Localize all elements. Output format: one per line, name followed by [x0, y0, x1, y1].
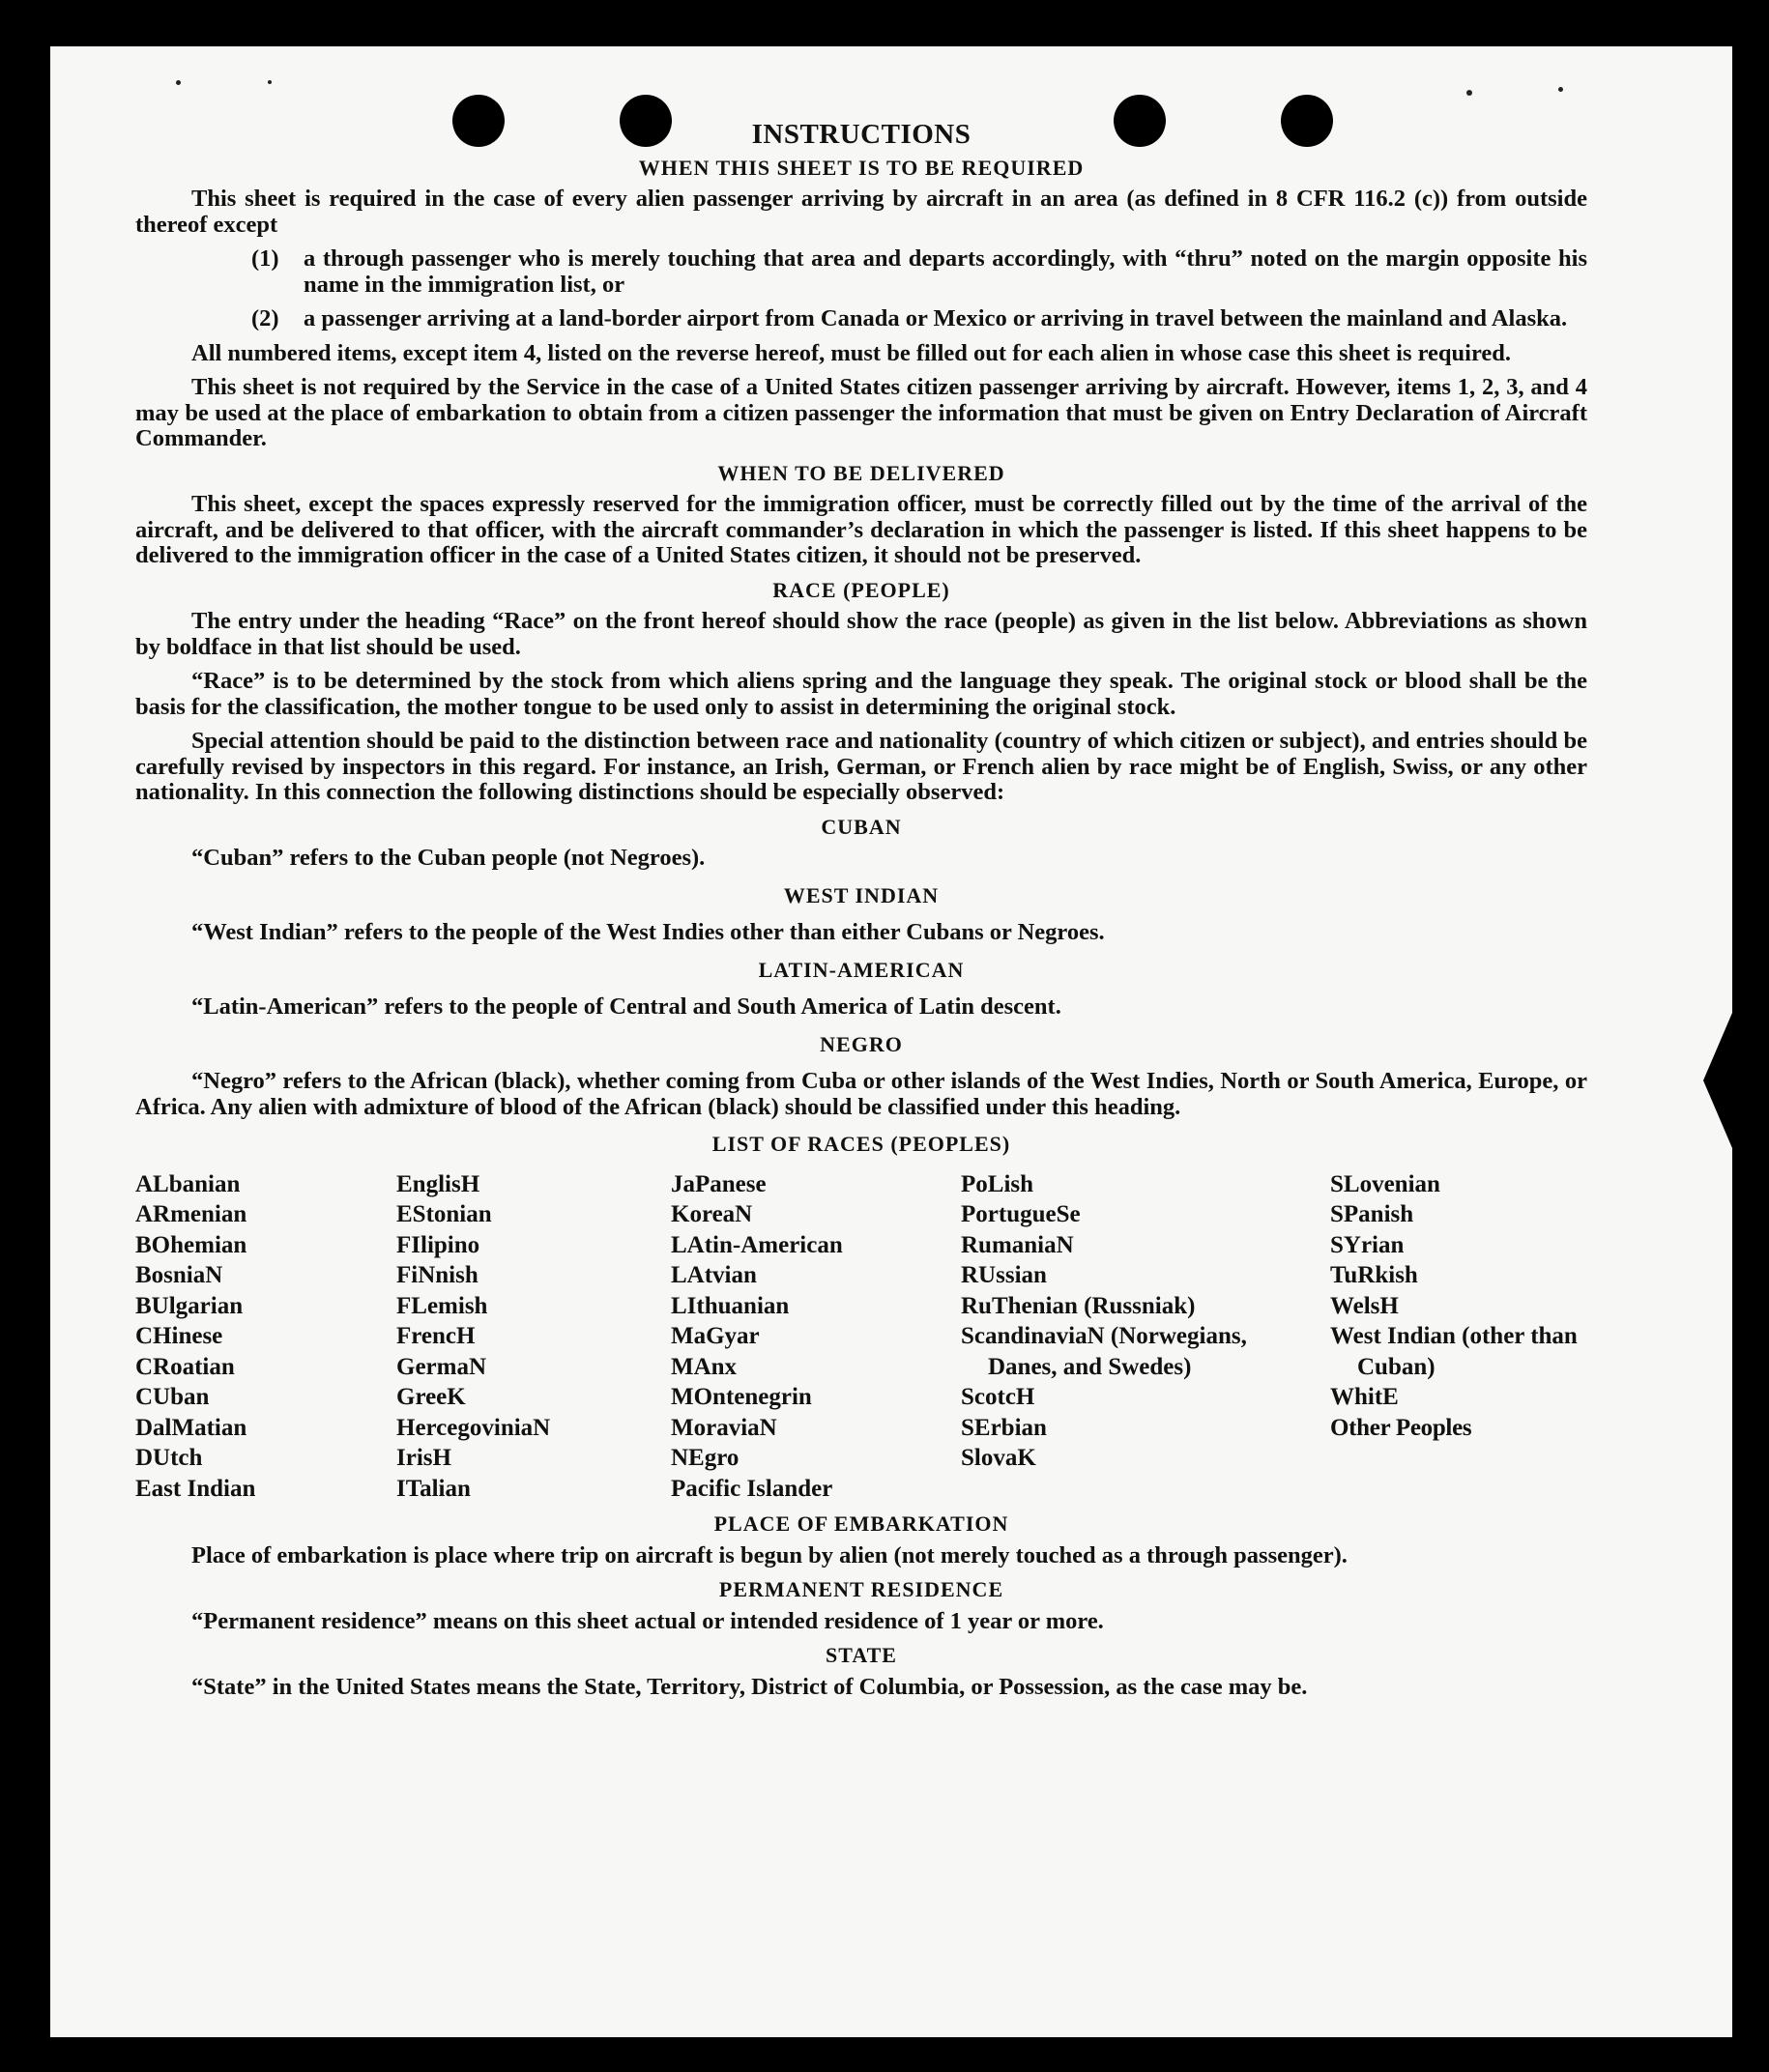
race-list-item: MOntenegrin [671, 1384, 812, 1410]
race-list-item: DUtch [135, 1445, 203, 1471]
race-list-item: PortugueSe [961, 1201, 1081, 1227]
speck [176, 80, 181, 85]
race-column [396, 1169, 661, 1505]
race-list-item: SErbian [961, 1414, 1047, 1441]
section-heading-embarkation: PLACE OF EMBARKATION [713, 1511, 1009, 1536]
race-list-item: LIthuanian [671, 1292, 790, 1319]
race-list-item: RUssian [961, 1262, 1047, 1288]
race-list-item: PoLish [961, 1170, 1034, 1197]
section-heading-latin-american: LATIN-AMERICAN [758, 957, 965, 982]
speck [268, 80, 272, 84]
race-list-item: ScandinaviaN (Norwegians, Danes, and Swedes) [961, 1323, 1247, 1380]
race-list-item: SPanish [1330, 1201, 1414, 1227]
race-column [135, 1169, 387, 1505]
race-para-1: The entry under the heading “Race” on the front hereof should show the race (people) as given in the list below. Abbreviations as shown by boldface in that list should be used. [135, 608, 1587, 660]
torn-edge-notch [1703, 1013, 1732, 1148]
race-list-item: LAtvian [671, 1262, 757, 1288]
race-list-item: RuThenian (Russniak) [961, 1292, 1196, 1319]
race-list-item: EnglisH [396, 1170, 480, 1197]
west-indian-text: “West Indian” refers to the people of the West Indies other than either Cubans or Negroes. [191, 919, 1105, 945]
race-list-item: CRoatian [135, 1353, 235, 1380]
residence-text: “Permanent residence” means on this sheet actual or intended residence of 1 year or more. [191, 1607, 1104, 1634]
race-list-item: FLemish [396, 1292, 488, 1319]
speck [1558, 87, 1563, 92]
race-list-item: ALbanian [135, 1170, 241, 1197]
race-column [671, 1169, 951, 1505]
section-heading-west-indian: WEST INDIAN [783, 882, 940, 907]
section-heading-negro: NEGRO [820, 1031, 903, 1056]
race-list-item: SlovaK [961, 1445, 1036, 1471]
race-list-item: JaPanese [671, 1170, 767, 1197]
race-list-item: GreeK [396, 1384, 466, 1410]
race-list-item: ITalian [396, 1475, 471, 1502]
race-list-item: WhitE [1330, 1384, 1399, 1410]
required-para-2: All numbered items, except item 4, listed on the reverse hereof, must be filled out for each alien in whose case this sheet is required. [191, 339, 1512, 366]
race-list-item: DalMatian [135, 1414, 247, 1441]
race-list-item: HercegoviniaN [396, 1414, 551, 1441]
race-list-item: SYrian [1330, 1231, 1405, 1258]
negro-text: “Negro” refers to the African (black), whether coming from Cuba or other islands of the West Indies, North or South America, Europe, or Africa. Any alien with admixture of blood of the African (black) should be classified under this heading. [135, 1068, 1587, 1120]
exception-text: a through passenger who is merely touching that area and departs accordingly, with “thru” noted on the margin opposite his name in the immigration list, or [304, 245, 1587, 298]
race-list-item: ARmenian [135, 1201, 247, 1227]
embarkation-text: Place of embarkation is place where trip on aircraft is begun by alien (not merely touched as a through passenger). [191, 1541, 1348, 1568]
section-heading-required: WHEN THIS SHEET IS TO BE REQUIRED [638, 155, 1085, 180]
race-list-item: FrencH [396, 1323, 476, 1349]
race-list-item: East Indian [135, 1475, 256, 1502]
exception-item [135, 246, 1587, 298]
race-list-item: ScotcH [961, 1384, 1035, 1410]
race-list-item: MoraviaN [671, 1414, 777, 1441]
section-heading-delivered: WHEN TO BE DELIVERED [717, 460, 1005, 485]
race-list-item: FiNnish [396, 1262, 478, 1288]
exception-number: (2) [251, 305, 279, 331]
race-list-item: BosniaN [135, 1262, 223, 1288]
section-heading-cuban: CUBAN [821, 814, 902, 839]
race-para-3: Special attention should be paid to the distinction between race and nationality (country of which citizen or subject), and entries should be carefully revised by inspectors in this regard. For instance, an Irish, German, or French alien by race might be of English, Swiss, or any other nationality. In this connection the following distinctions should be especially observed: [135, 728, 1587, 805]
exception-item [135, 306, 1587, 332]
cuban-text: “Cuban” refers to the Cuban people (not Negroes). [191, 845, 706, 871]
race-list-item: IrisH [396, 1445, 451, 1471]
race-list-item: CHinese [135, 1323, 223, 1349]
section-heading-race: RACE (PEOPLE) [772, 577, 950, 602]
race-list-item: MaGyar [671, 1323, 760, 1349]
race-list-item: MAnx [671, 1353, 738, 1380]
race-list-item: WelsH [1330, 1292, 1399, 1319]
race-list-item: EStonian [396, 1201, 492, 1227]
race-list-item: BUlgarian [135, 1292, 244, 1319]
race-column [1330, 1169, 1583, 1505]
state-text: “State” in the United States means the State, Territory, District of Columbia, or Possession, as the case may be. [191, 1673, 1308, 1700]
document-sheet [50, 46, 1732, 2037]
exception-text: a passenger arriving at a land-border airport from Canada or Mexico or arriving in travel between the mainland and Alaska. [304, 305, 1568, 331]
race-list-item: FIlipino [396, 1231, 480, 1258]
page-title: INSTRUCTIONS [751, 119, 972, 150]
race-list-item: Other Peoples [1330, 1414, 1472, 1441]
section-heading-list: LIST OF RACES (PEOPLES) [711, 1132, 1011, 1156]
delivered-text: This sheet, except the spaces expressly reserved for the immigration officer, must be correctly filled out by the time of the arrival of the aircraft, and be delivered to that officer, with the aircraft commander’s declaration in which the passenger is listed. If this sheet happens to be delivered to the immigration officer in the case of a United States citizen, it should not be preserved. [135, 491, 1587, 568]
latin-american-text: “Latin-American” refers to the people of Central and South America of Latin descent. [191, 993, 1061, 1020]
race-list [135, 1169, 1587, 1505]
required-para-3: This sheet is not required by the Service in the case of a United States citizen passenger arriving by aircraft. However, items 1, 2, 3, and 4 may be used at the place of embarkation to obtain from a citizen passenger the information that must be given on Entry Declaration of Aircraft Commander. [135, 374, 1587, 451]
race-list-item: BOhemian [135, 1231, 247, 1258]
race-column [961, 1169, 1320, 1505]
race-list-item: GermaN [396, 1353, 487, 1380]
race-list-item: LAtin-American [671, 1231, 843, 1258]
section-heading-state: STATE [826, 1643, 897, 1667]
race-list-item: KoreaN [671, 1201, 753, 1227]
race-list-item: SLovenian [1330, 1170, 1440, 1197]
exception-number: (1) [251, 245, 279, 272]
race-list-item: NEgro [671, 1445, 740, 1471]
race-list-item: TuRkish [1330, 1262, 1418, 1288]
section-heading-residence: PERMANENT RESIDENCE [718, 1577, 1004, 1601]
instructions-content [135, 119, 1587, 1709]
race-list-item: CUban [135, 1384, 210, 1410]
required-intro: This sheet is required in the case of every alien passenger arriving by aircraft in an area (as defined in 8 CFR 116.2 (c)) from outside thereof except [135, 186, 1587, 238]
race-para-2: “Race” is to be determined by the stock from which aliens spring and the language they speak. The original stock or blood shall be the basis for the classification, the mother tongue to be used only to assist in determining the original stock. [135, 668, 1587, 720]
race-list-item: West Indian (other than Cuban) [1330, 1323, 1578, 1380]
race-list-item: RumaniaN [961, 1231, 1074, 1258]
race-list-item: Pacific Islander [671, 1475, 833, 1502]
speck [1466, 90, 1472, 96]
